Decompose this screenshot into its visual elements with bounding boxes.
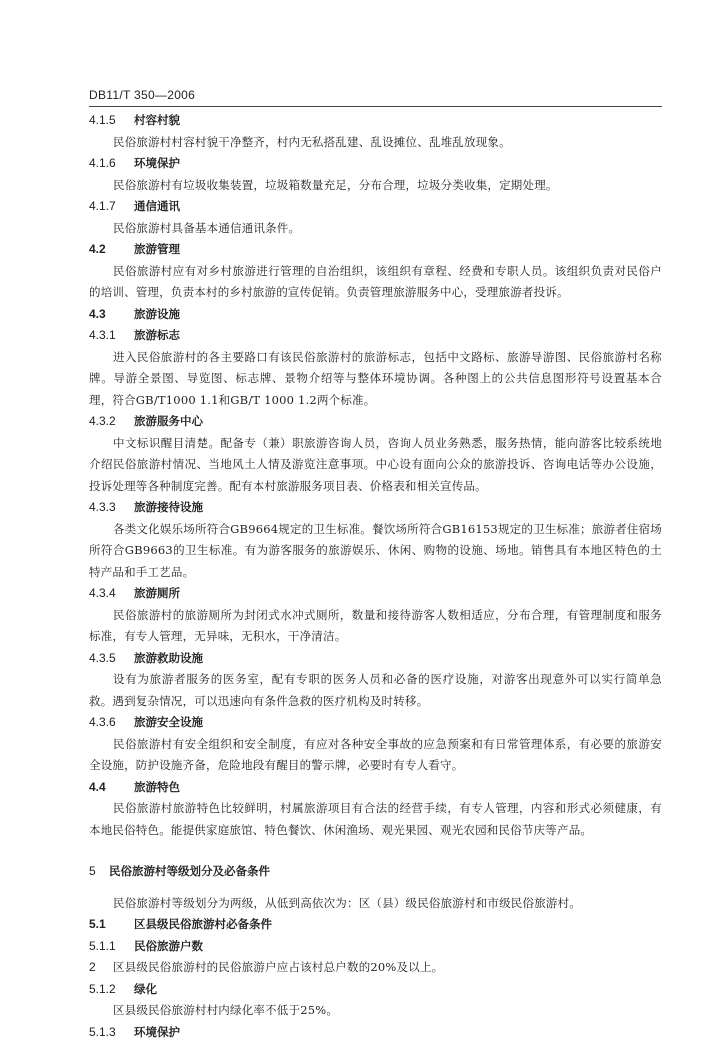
section-number: 4.1.5: [89, 110, 134, 132]
section-title: 旅游救助设施: [134, 651, 203, 665]
section-title: 村容村貌: [134, 113, 180, 127]
paragraph: 民俗旅游村应有对乡村旅游进行管理的自治组织，该组织有章程、经费和专职人员。该组织负责对民俗户的培训、管理，负责本村的乡村旅游的宣传促销。负责管理旅游服务中心，受理旅游者投诉。: [89, 261, 662, 304]
paragraph: 中文标识醒目清楚。配备专（兼）职旅游咨询人员，咨询人员业务熟悉，服务热情，能向游客比较系统地介绍民俗旅游村情况、当地风土人情及游览注意事项。中心设有面向公众的旅游投诉、咨询电话等办公设施，投诉处理等各种制度完善。配有本村旅游服务项目表、价格表和相关宣传品。: [89, 433, 662, 498]
section-heading: [89, 583, 662, 605]
section-number: 4.1.7: [89, 196, 134, 218]
section-number: 4.1.6: [89, 153, 134, 175]
section-title: 环境保护: [134, 156, 180, 170]
section-heading: [89, 325, 662, 347]
section-number: 5.1.3: [89, 1022, 134, 1043]
section-number: 4.3.3: [89, 497, 134, 519]
section-title: 旅游安全设施: [134, 715, 203, 729]
paragraph: 区县级民俗旅游村村内绿化率不低于25%。: [89, 1000, 662, 1022]
section-title: 旅游服务中心: [134, 414, 203, 428]
section-heading: [89, 1022, 662, 1043]
section-number: 4.3.4: [89, 583, 134, 605]
section-number: 5.1.2: [89, 979, 134, 1001]
section-heading: [89, 153, 662, 175]
section-number: 4.3.1: [89, 325, 134, 347]
paragraph: 民俗旅游村的旅游厕所为封闭式水冲式厕所，数量和接待游客人数相适应，分布合理，有管理制度和服务标准，有专人管理，无异味，无积水，干净清洁。: [89, 605, 662, 648]
paragraph: 民俗旅游村有安全组织和安全制度，有应对各种安全事故的应急预案和有日常管理体系，有必要的旅游安全设施，防护设施齐备，危险地段有醒目的警示牌，必要时有专人看守。: [89, 734, 662, 777]
paragraph: 民俗旅游村具备基本通信通讯条件。: [89, 218, 662, 240]
header-rule: [89, 106, 662, 107]
section-title: 旅游接待设施: [134, 500, 203, 514]
section-title: 环境保护: [134, 1025, 180, 1039]
section-title: 区县级民俗旅游村必备条件: [134, 917, 272, 931]
section-title: 绿化: [134, 982, 157, 996]
section-heading: [89, 648, 662, 670]
section-number: 5.1.1: [89, 936, 134, 958]
section-title: 旅游管理: [134, 242, 180, 256]
section-number: 4.2: [89, 239, 134, 261]
section-heading: [89, 712, 662, 734]
section-number: 4.4: [89, 777, 134, 799]
section-heading: [89, 777, 662, 799]
section-heading: [89, 936, 662, 958]
section-heading: [89, 411, 662, 433]
section-heading: [89, 110, 662, 132]
section-number: 4.3.6: [89, 712, 134, 734]
section-number: 4.3: [89, 304, 134, 326]
section-number: 4.3.5: [89, 648, 134, 670]
document-id: DB11/T 350—2006: [89, 88, 195, 102]
chapter-title: 民俗旅游村等级划分及必备条件: [109, 864, 270, 878]
chapter-gap-after: [89, 883, 662, 893]
section-title: 旅游设施: [134, 307, 180, 321]
section-title: 通信通讯: [134, 199, 180, 213]
section-number: 4.3.2: [89, 411, 134, 433]
document-body: [89, 110, 662, 1043]
section-title: 旅游特色: [134, 780, 180, 794]
paragraph: 各类文化娱乐场所符合GB9664规定的卫生标准。餐饮场所符合GB16153规定的卫生标准；旅游者住宿场所符合GB9663的卫生标准。有为游客服务的旅游娱乐、休闲、购物的设施、场地。销售具有本地区特色的土特产品和手工艺品。: [89, 519, 662, 584]
section-heading: [89, 914, 662, 936]
paragraph: 民俗旅游村有垃圾收集装置，垃圾箱数量充足，分布合理，垃圾分类收集，定期处理。: [89, 175, 662, 197]
paragraph: 进入民俗旅游村的各主要路口有该民俗旅游村的旅游标志，包括中文路标、旅游导游图、民俗旅游村名称牌。导游全景图、导览图、标志牌、景物介绍等与整体环境协调。各种图上的公共信息图形符号设置基本合理，符合GB/T1000 1.1和GB/T 1000 1.2两个标准。: [89, 347, 662, 412]
paragraph: 民俗旅游村等级划分为两级，从低到高依次为：区（县）级民俗旅游村和市级民俗旅游村。: [89, 893, 662, 915]
paragraph: 设有为旅游者服务的医务室，配有专职的医务人员和必备的医疗设施，对游客出现意外可以实行简单急救。遇到复杂情况，可以迅速向有条件急救的医疗机构及时转移。: [89, 669, 662, 712]
page-number: 2: [89, 960, 96, 974]
section-title: 旅游厕所: [134, 586, 180, 600]
section-title: 民俗旅游户数: [134, 939, 203, 953]
paragraph: 民俗旅游村旅游特色比较鲜明，村属旅游项目有合法的经营手续，有专人管理，内容和形式必须健康，有本地民俗特色。能提供家庭旅馆、特色餐饮、休闲渔场、观光果园、观光农园和民俗节庆等产品。: [89, 798, 662, 841]
chapter-gap: [89, 841, 662, 851]
paragraph: 民俗旅游村村容村貌干净整齐，村内无私搭乱建、乱设摊位、乱堆乱放现象。: [89, 132, 662, 154]
section-heading: [89, 239, 662, 261]
section-heading: [89, 979, 662, 1001]
section-heading: [89, 497, 662, 519]
section-heading: [89, 196, 662, 218]
section-heading: [89, 304, 662, 326]
chapter-number: 5: [89, 861, 109, 883]
chapter-heading: [89, 861, 662, 883]
paragraph: 区县级民俗旅游村的民俗旅游户应占该村总户数的20%及以上。: [89, 957, 662, 979]
section-title: 旅游标志: [134, 328, 180, 342]
section-number: 5.1: [89, 914, 134, 936]
